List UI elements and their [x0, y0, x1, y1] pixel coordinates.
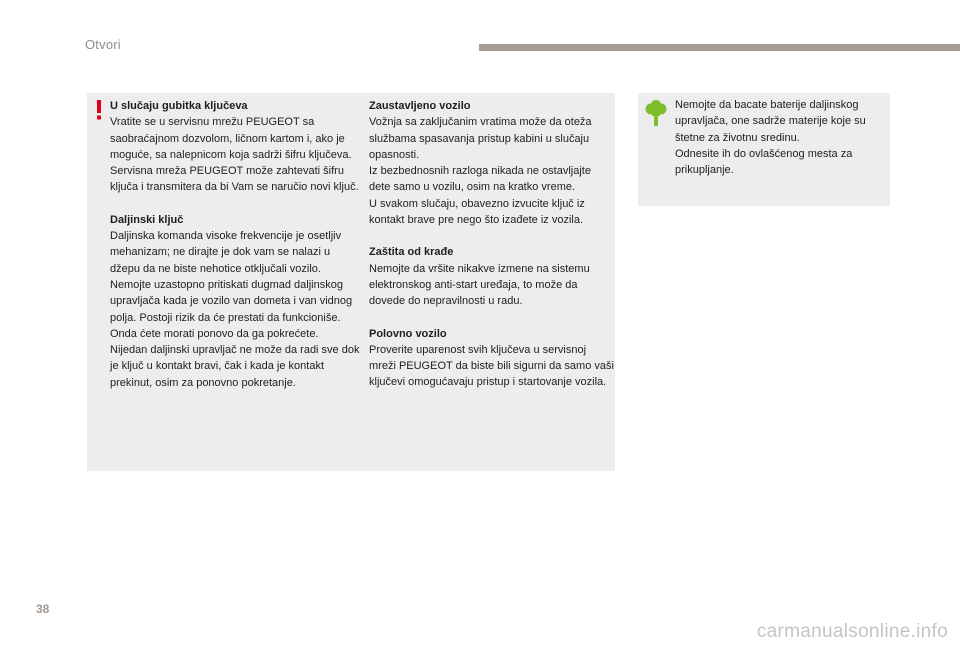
warning-column-mid [369, 98, 615, 407]
section-body: Daljinska komanda visoke frekvencije je osetljiv mehanizam; ne dirajte je dok vam se nalazi u džepu da ne biste nehotice otključali vozilo. Nemojte uzastopno pritiskati dugmad daljinskog upravljača kada je vozilo van dometa i van vidnog polja. Postoji rizik da će prestati da funkcioniše. Onda ćete morati ponovo da ga pokrećete. Nijedan daljinski upravljač ne može da radi sve dok je ključ u kontakt bravi, čak i kada je kontakt prekinut, osim za ponovno pokretanje. [110, 230, 360, 389]
header-bar [479, 44, 960, 51]
watermark: carmanualsonline.info [756, 621, 948, 642]
exclamation-icon [95, 100, 103, 120]
section-title: U slučaju gubitka ključeva [110, 100, 248, 112]
eco-note-body: Nemojte da bacate baterije daljinskog upravljača, one sadrže materije koje su štetne za životnu sredinu. Odnesite ih do ovlašćenog mesta za prikupljanje. [675, 99, 866, 177]
page-number: 38 [36, 602, 50, 616]
warning-column-left [110, 98, 360, 407]
section-remote-key [110, 212, 360, 391]
section-lost-keys [110, 98, 360, 196]
section-theft-protection [369, 244, 615, 309]
section-stopped-vehicle [369, 98, 615, 228]
section-body: Vratite se u servisnu mrežu PEUGEOT sa saobraćajnom dozvolom, ličnom kartom i, ako je moguće, sa nalepnicom koja sadrži šifru ključeva. Servisna mreža PEUGEOT može zahtevati šifru ključa i transmitera da bi Vam se naručio novi ključ. [110, 116, 359, 194]
tree-icon [645, 100, 667, 126]
section-body: Vožnja sa zaključanim vratima može da oteža službama spasavanja pristup kabini u slučaju opasnosti. Iz bezbednosnih razloga nikada ne ostavljajte dete samo u vozilu, osim na kratko vreme. U svakom slučaju, obavezno izvucite ključ iz kontakt brave pre nego što izađete iz vozila. [369, 116, 592, 227]
section-body: Proverite uparenost svih ključeva u servisnoj mreži PEUGEOT da biste bili sigurni da samo vaši ključevi omogućavaju pristup i startovanje vozila. [369, 343, 614, 389]
page-section-title: Otvori [85, 37, 121, 52]
section-used-vehicle [369, 326, 615, 391]
eco-note [675, 97, 887, 178]
section-title: Polovno vozilo [369, 327, 447, 340]
section-title: Zaustavljeno vozilo [369, 100, 471, 112]
section-title: Zaštita od krađe [369, 246, 454, 259]
section-title: Daljinski ključ [110, 213, 184, 226]
section-body: Nemojte da vršite nikakve izmene na sistemu elektronskog anti-start uređaja, to može da dovede do nepravilnosti u radu. [369, 262, 590, 308]
